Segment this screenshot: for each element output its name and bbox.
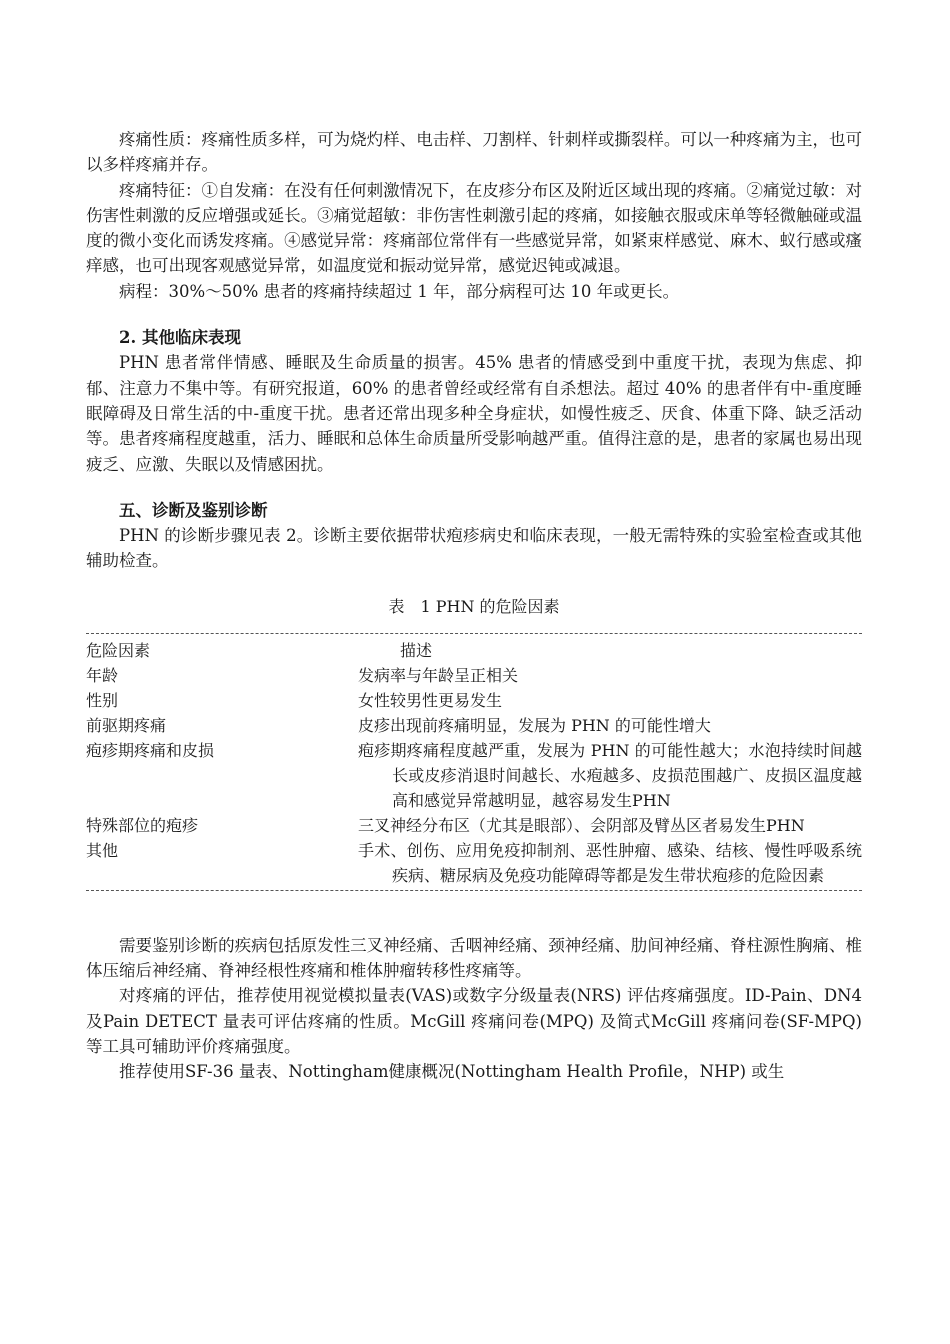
table-row	[86, 663, 862, 688]
table-cell-desc: 疱疹期疼痛程度越严重，发展为 PHN 的可能性越大；水泡持续时间越长或皮疹消退时间越长、水疱越多、皮损范围越广、皮损区温度越高和感觉异常越明显，越容易发生PHN	[358, 740, 862, 810]
table-cell-desc: 发病率与年龄呈正相关	[358, 665, 519, 685]
paragraph-pain-nature: 疼痛性质：疼痛性质多样，可为烧灼样、电击样、刀割样、针刺样或撕裂样。可以一种疼痛为主，也可以多样疼痛并存。	[86, 130, 862, 175]
table-cell-factor: 其他	[86, 840, 119, 860]
table-cell-factor: 年龄	[86, 665, 119, 685]
section-heading-other-manifestations: 2. 其他临床表现	[119, 328, 241, 348]
table-header-row	[86, 638, 862, 663]
table-header-factor: 危险因素	[86, 640, 151, 660]
paragraph-differential: 需要鉴别诊断的疾病包括原发性三叉神经痛、舌咽神经痛、颈神经痛、肋间神经痛、脊柱源性胸痛、椎体压缩后神经痛、脊神经根性疼痛和椎体肿瘤转移性疼痛等。	[86, 935, 862, 981]
paragraph-pain-assessment: 对疼痛的评估，推荐使用视觉模拟量表(VAS)或数字分级量表(NRS) 评估疼痛强度。ID-Pain、DN4 及Pain DETECT 量表可评估疼痛的性质。McGill 疼痛问卷(MPQ) 及简式McGill 疼痛问卷(SF-MPQ) 等工具可辅助评价疼痛强度。	[86, 986, 862, 1056]
table-row	[86, 713, 862, 738]
paragraph-other-manifestations: PHN 患者常伴情感、睡眠及生命质量的损害。45% 患者的情感受到中重度干扰，表现为焦虑、抑郁、注意力不集中等。有研究报道，60% 的患者曾经或经常有自杀想法。超过 40% 的患者伴有中-重度睡眠障碍及日常生活的中-重度干扰。患者还常出现多种全身症状，如慢性疲乏、厌食、体重下降、缺乏活动等。患者疼痛程度越重，活力、睡眠和总体生命质量所受影响越严重。值得注意的是，患者的家属也易出现疲乏、应激、失眠以及情感困扰。	[86, 353, 862, 474]
section-heading-diagnosis: 五、诊断及鉴别诊断	[119, 500, 268, 520]
table-cell-factor: 前驱期疼痛	[86, 715, 167, 735]
paragraph-course: 病程：30%～50% 患者的疼痛持续超过 1 年，部分病程可达 10 年或更长。	[119, 281, 680, 301]
table-row	[86, 813, 862, 838]
table-top-rule	[86, 633, 862, 634]
table-row	[86, 738, 862, 813]
table-cell-factor: 特殊部位的疱疹	[86, 815, 199, 835]
table-cell-desc: 手术、创伤、应用免疫抑制剂、恶性肿瘤、感染、结核、慢性呼吸系统疾病、糖尿病及免疫功能障碍等都是发生带状疱疹的危险因素	[358, 840, 862, 885]
document-page	[86, 127, 862, 1085]
table-row	[86, 838, 862, 888]
table-bottom-rule	[86, 890, 862, 891]
table-caption: 表 1 PHN 的危险因素	[388, 596, 560, 616]
risk-factor-table	[86, 638, 862, 888]
table-header-desc: 描述	[400, 640, 433, 660]
paragraph-quality-of-life: 推荐使用SF-36 量表、Nottingham健康概况(Nottingham Health Profile，NHP) 或生	[119, 1062, 785, 1082]
paragraph-pain-features: 疼痛特征：①自发痛：在没有任何刺激情况下，在皮疹分布区及附近区域出现的疼痛。②痛觉过敏：对伤害性刺激的反应增强或延长。③痛觉超敏：非伤害性刺激引起的疼痛，如接触衣服或床单等轻微触碰或温度的微小变化而诱发疼痛。④感觉异常：疼痛部位常伴有一些感觉异常，如紧束样感觉、麻木、蚁行感或瘙痒感，也可出现客观感觉异常，如温度觉和振动觉异常，感觉迟钝或减退。	[86, 180, 862, 276]
table-cell-desc: 三叉神经分布区（尤其是眼部）、会阴部及臂丛区者易发生PHN	[358, 815, 805, 835]
table-cell-desc: 皮疹出现前疼痛明显，发展为 PHN 的可能性增大	[358, 715, 711, 735]
table-row	[86, 688, 862, 713]
table-cell-factor: 疱疹期疼痛和皮损	[86, 740, 215, 760]
paragraph-diagnosis: PHN 的诊断步骤见表 2。诊断主要依据带状疱疹病史和临床表现，一般无需特殊的实验室检查或其他辅助检查。	[86, 526, 862, 571]
table-cell-factor: 性别	[86, 690, 119, 710]
table-cell-desc: 女性较男性更易发生	[358, 690, 503, 710]
